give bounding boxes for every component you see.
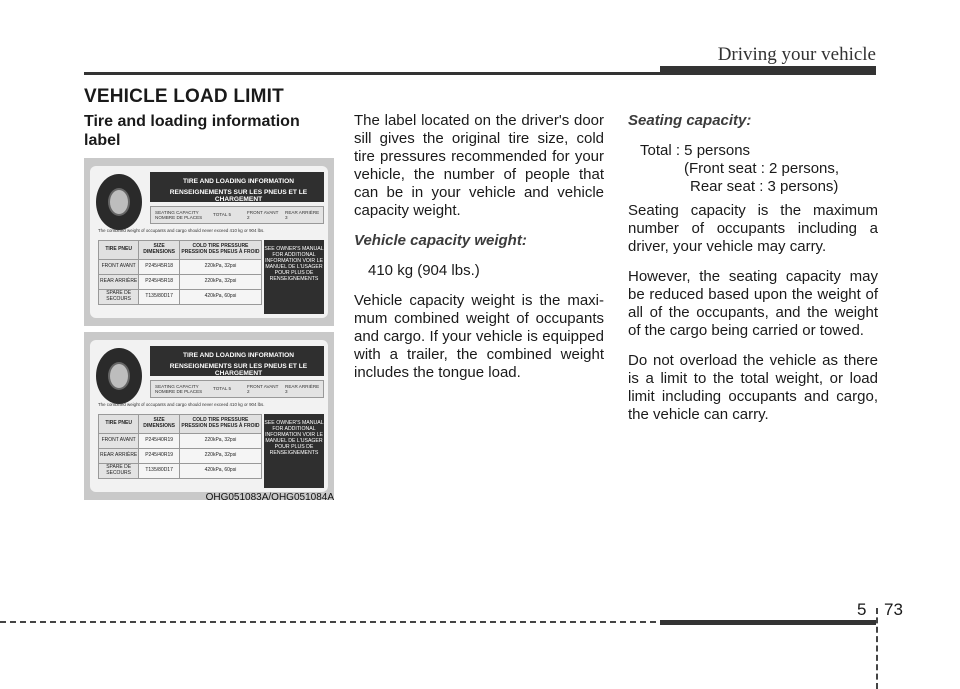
owner-manual-text: SEE OWNER'S MANUAL FOR ADDITIONAL INFORMATION VOIR LE MANUEL DE L'USAGER POUR PLUS DE RENSEIGNEMENTS (264, 246, 324, 282)
table-cell: COLD TIRE PRESSURE PRESSION DES PNEUS À FROID (179, 415, 261, 434)
owner-manual-box (264, 240, 324, 314)
table-cell: T135/80D17 (139, 290, 180, 305)
weight-note: The combined weight of occupants and cargo should never exceed 410 kg or 904 lbs. (98, 402, 265, 407)
owner-manual-text: SEE OWNER'S MANUAL FOR ADDITIONAL INFORMATION VOIR LE MANUEL DE L'USAGER POUR PLUS DE RENSEIGNEMENTS (264, 420, 324, 456)
seating-label: SEATING CAPACITY NOMBRE DE PLACES (155, 384, 203, 394)
seating-label: SEATING CAPACITY NOMBRE DE PLACES (155, 210, 203, 220)
table-cell: 220kPa, 32psi (179, 275, 261, 290)
label-title-fr: RENSEIGNEMENTS SUR LES PNEUS ET LE CHARGEMENT (169, 363, 308, 377)
chapter-number: 5 (857, 600, 867, 619)
table-cell: 220kPa, 32psi (179, 434, 261, 449)
label-title-fr: RENSEIGNEMENTS SUR LES PNEUS ET LE CHARGEMENT (169, 189, 308, 203)
table-cell: 220kPa, 32psi (179, 260, 261, 275)
seating-paragraph-2: However, the seating capacity may be reduced based upon the weight of all of the occupants, and the weight of the cargo being carried or towed. (628, 268, 878, 339)
seating-front: FRONT AVANT 2 (247, 384, 279, 394)
tire-label-image-2 (84, 332, 334, 500)
table-cell: REAR ARRIÈRE (99, 275, 139, 290)
seating-front-line: (Front seat : 2 persons, (684, 160, 840, 177)
seating-total-line: Total : 5 persons (640, 142, 751, 159)
tire-label-image-1 (84, 158, 334, 326)
table-cell: SPARE DE SECOURS (99, 290, 139, 305)
owner-manual-box (264, 414, 324, 488)
label-title-en: TIRE AND LOADING INFORMATION (183, 352, 294, 359)
capacity-value: 410 kg (904 lbs.) (368, 262, 480, 279)
table-cell: FRONT AVANT (99, 434, 139, 449)
table-cell: 220kPa, 32psi (179, 449, 261, 464)
image-caption: OHG051083A/OHG051084A (205, 492, 334, 503)
seating-total: TOTAL 5 (213, 212, 232, 217)
seating-rear: REAR ARRIÈRE 3 (285, 384, 320, 394)
seating-rear-line: Rear seat : 3 persons) (690, 178, 839, 195)
footer-divider (876, 608, 878, 689)
seating-heading: Seating capacity: (628, 112, 752, 129)
label-header (150, 172, 324, 202)
section-title: VEHICLE LOAD LIMIT (84, 86, 284, 107)
header-rule (84, 72, 876, 75)
table-cell: TIRE PNEU (99, 415, 139, 434)
table-cell: TIRE PNEU (99, 241, 139, 260)
page-number: 73 (884, 600, 903, 619)
capacity-paragraph: Vehicle capacity weight is the maxi-mum combined weight of occupants and cargo. If your vehicle is equipped with a trailer, the combined weight includes the tongue load. (354, 292, 604, 381)
intro-paragraph: The label located on the driver's door sill gives the original tire size, cold tire pressures recommended for your vehicle, the number of people that can be in your vehicle and vehicle capacity weight. (354, 112, 604, 219)
seating-rear: REAR ARRIÈRE 3 (285, 210, 320, 220)
tire-table (98, 414, 262, 479)
label-title-en: TIRE AND LOADING INFORMATION (183, 178, 294, 185)
seating-paragraph-3: Do not overload the vehicle as there is a limit to the total weight, or load limit including occupants and cargo, the vehicle can carry. (628, 352, 878, 423)
table-cell: COLD TIRE PRESSURE PRESSION DES PNEUS À FROID (179, 241, 261, 260)
capacity-heading: Vehicle capacity weight: (354, 232, 527, 249)
seating-box (150, 206, 324, 224)
tire-table (98, 240, 262, 305)
table-cell: SIZE DIMENSIONS (139, 241, 180, 260)
weight-note: The combined weight of occupants and cargo should never exceed 410 kg or 904 lbs. (98, 228, 265, 233)
column-2 (354, 112, 604, 394)
seating-front: FRONT AVANT 2 (247, 210, 279, 220)
table-cell: P245/45R18 (139, 275, 180, 290)
running-header: Driving your vehicle (717, 44, 876, 65)
table-cell: 420kPa, 60psi (179, 290, 261, 305)
footer-accent-bar (660, 620, 876, 625)
label-header (150, 346, 324, 376)
table-cell: P245/40R19 (139, 434, 180, 449)
seating-box (150, 380, 324, 398)
seating-total: TOTAL 5 (213, 386, 232, 391)
tire-icon (96, 348, 142, 404)
table-cell: P245/45R18 (139, 260, 180, 275)
label-heading: Tire and loading information label (84, 113, 300, 149)
table-cell: FRONT AVANT (99, 260, 139, 275)
table-cell: 420kPa, 60psi (179, 464, 261, 479)
column-3 (628, 112, 878, 436)
table-cell: SIZE DIMENSIONS (139, 415, 180, 434)
table-cell: REAR ARRIÈRE (99, 449, 139, 464)
table-cell: SPARE DE SECOURS (99, 464, 139, 479)
tire-icon (96, 174, 142, 230)
seating-paragraph-1: Seating capacity is the maximum number of occupants including a driver, your vehicle may carry. (628, 202, 878, 255)
table-cell: T135/80D17 (139, 464, 180, 479)
table-cell: P245/40R19 (139, 449, 180, 464)
